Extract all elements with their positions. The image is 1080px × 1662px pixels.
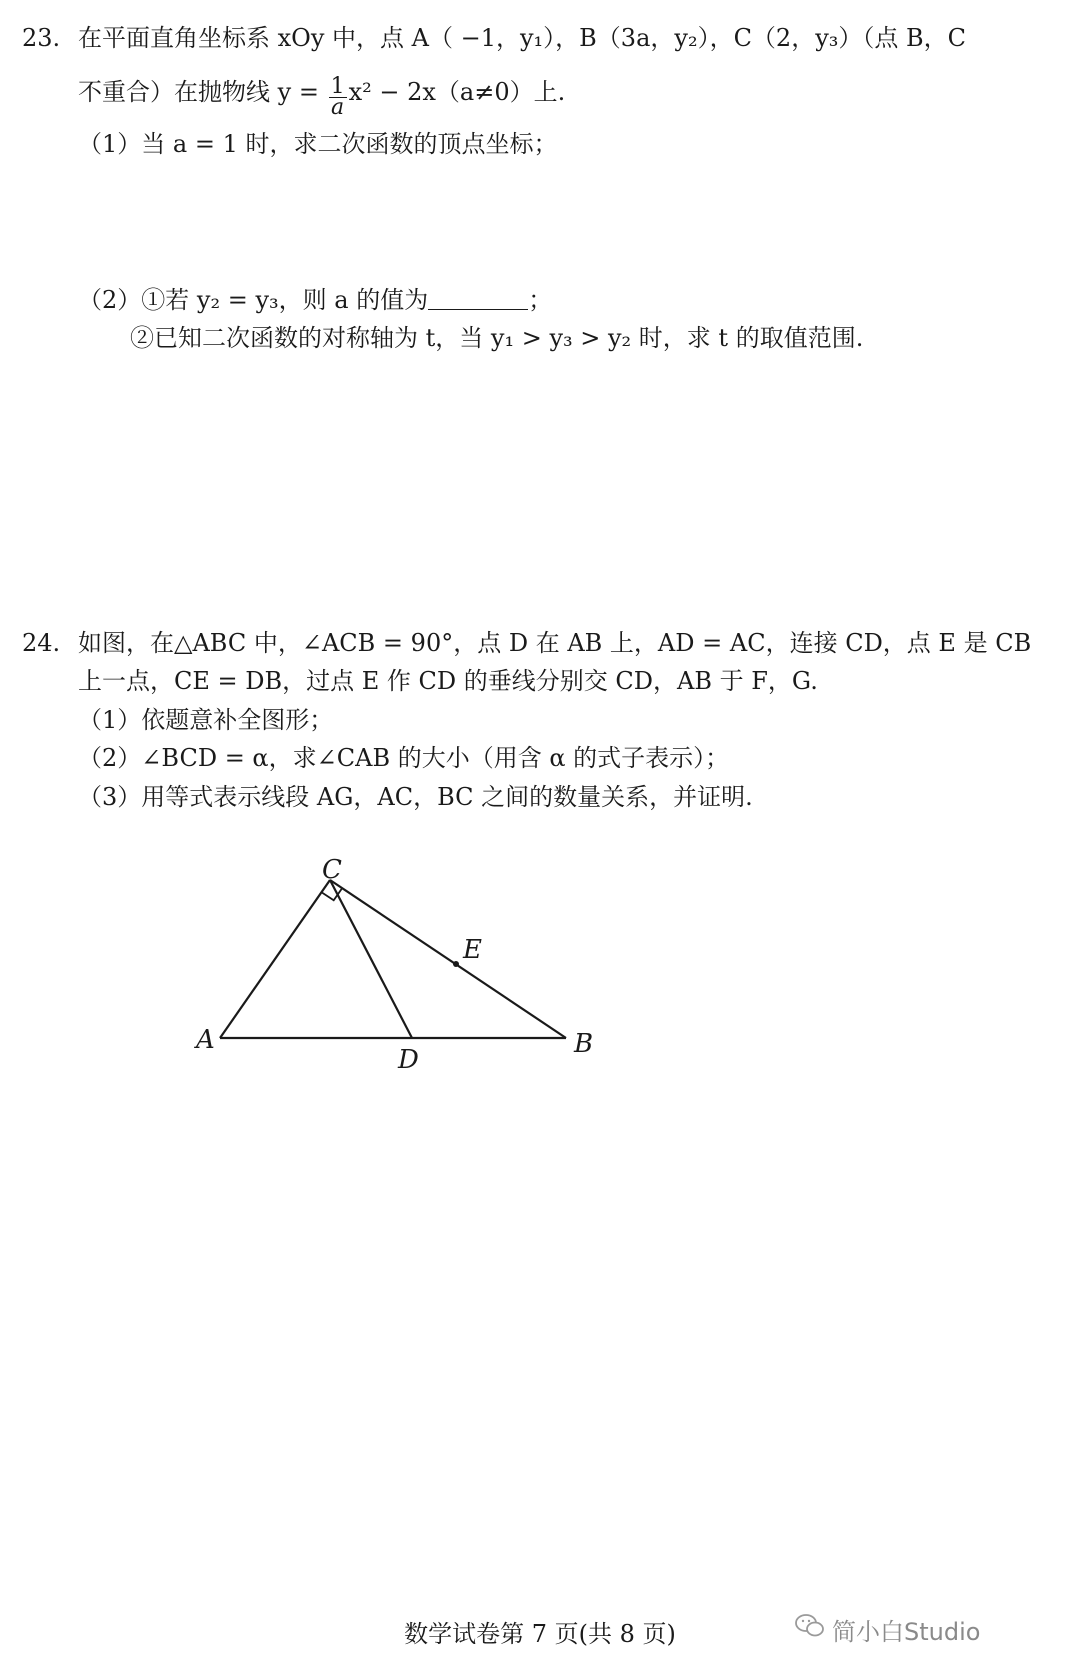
q24-part3: （3）用等式表示线段 AG，AC，BC 之间的数量关系，并证明. <box>78 783 753 811</box>
q23-line1 <box>22 22 966 54</box>
label-D: D <box>398 1045 419 1075</box>
label-C: C <box>322 855 342 885</box>
q24-stem-line2: 上一点，CE = DB，过点 E 作 CD 的垂线分别交 CD，AB 于 F，G. <box>78 667 818 695</box>
q23-stem-line2-post: x² − 2x（a≠0）上. <box>348 78 566 106</box>
label-A: A <box>196 1025 215 1055</box>
q24-part2: （2）∠BCD = α，求∠CAB 的大小（用含 α 的式子表示）； <box>78 744 730 772</box>
triangle-figure <box>190 855 630 1090</box>
q23-line2 <box>78 76 565 118</box>
q23-part2b: ②已知二次函数的对称轴为 t，当 y₁ > y₃ > y₂ 时，求 t 的取值范围. <box>130 324 864 352</box>
q23-part2a <box>78 284 552 316</box>
q23-fraction <box>329 74 347 120</box>
q24-line1 <box>22 627 1031 659</box>
q23-number: 23. <box>22 24 61 52</box>
q23-fraction-numerator: 1 <box>330 74 345 99</box>
point-E <box>453 961 459 967</box>
q23-fraction-denominator: a <box>331 95 345 120</box>
segment-AC <box>220 880 330 1038</box>
page-footer: 数学试卷第 7 页(共 8 页) <box>404 1620 676 1648</box>
q23-part2a-text: （2）①若 y₂ = y₃，则 a 的值为 <box>78 286 429 314</box>
q23-part1: （1）当 a = 1 时，求二次函数的顶点坐标； <box>78 130 558 158</box>
label-B: B <box>574 1029 594 1059</box>
q24-stem-line1: 如图，在△ABC 中，∠ACB = 90°，点 D 在 AB 上，AD = AC，连接 CD，点 E 是 CB <box>78 629 1032 657</box>
q24-number: 24. <box>22 629 61 657</box>
wechat-icon <box>794 1612 826 1640</box>
label-E: E <box>463 935 482 965</box>
answer-blank[interactable] <box>428 287 528 310</box>
q24-part1: （1）依题意补全图形； <box>78 706 334 734</box>
segment-CB <box>330 880 566 1038</box>
q23-part2a-end: ； <box>528 286 553 314</box>
q23-stem-line1: 在平面直角坐标系 xOy 中，点 A（ −1，y₁），B（3a，y₂），C（2，y₃）（点 B，C <box>78 24 967 52</box>
watermark-text: 简小白Studio <box>832 1618 981 1646</box>
q23-stem-line2-pre: 不重合）在抛物线 y = <box>78 78 319 106</box>
segment-CD <box>330 880 412 1038</box>
